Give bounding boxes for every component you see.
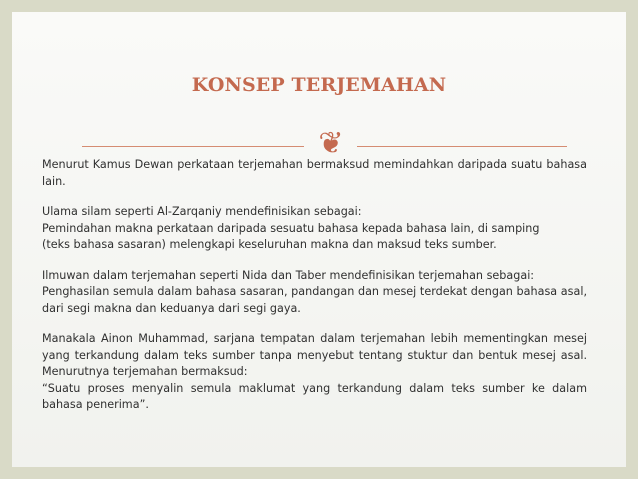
- paragraph-ainon-intro: Manakala Ainon Muhammad, sarjana tempatan dalam terjemahan lebih mementingkan mesej yang terkandung dalam teks sumber tanpa menyebut tentang stuktur dan bentuk mesej asal. Menurutnya terjemahan bermaksud:: [42, 332, 587, 378]
- paragraph-ulama-line3: (teks bahasa sasaran) melengkapi keseluruhan makna dan maksud teks sumber.: [42, 238, 497, 251]
- paragraph-nida-intro: Ilmuwan dalam terjemahan seperti Nida dan Taber mendefinisikan terjemahan sebagai:: [42, 268, 535, 282]
- slide-title: KONSEP TERJEMAHAN: [191, 74, 447, 96]
- paragraph-ulama-line2: Pemindahan makna perkataan daripada sesuatu bahasa kepada bahasa lain, di samping: [42, 221, 540, 235]
- divider-left: [82, 146, 304, 147]
- slide-body: [42, 157, 587, 414]
- paragraph-definition-kamus: Menurut Kamus Dewan perkataan terjemahan bermaksud memindahkan daripada suatu bahasa lain.: [42, 158, 587, 188]
- paragraph-nida-definition: Penghasilan semula dalam bahasa sasaran, pandangan dan mesej terdekat dengan bahasa asal, dari segi makna dan keduanya dari segi gaya.: [42, 285, 587, 315]
- paragraph-ainon-quote: “Suatu proses menyalin semula maklumat yang terkandung dalam teks sumber ke dalam bahasa penerima”.: [42, 381, 587, 411]
- paragraph-ulama-intro: Ulama silam seperti Al-Zarqaniy mendefinisikan sebagai:: [42, 205, 362, 218]
- fleuron-icon: ❦: [318, 126, 344, 161]
- divider-right: [357, 146, 567, 147]
